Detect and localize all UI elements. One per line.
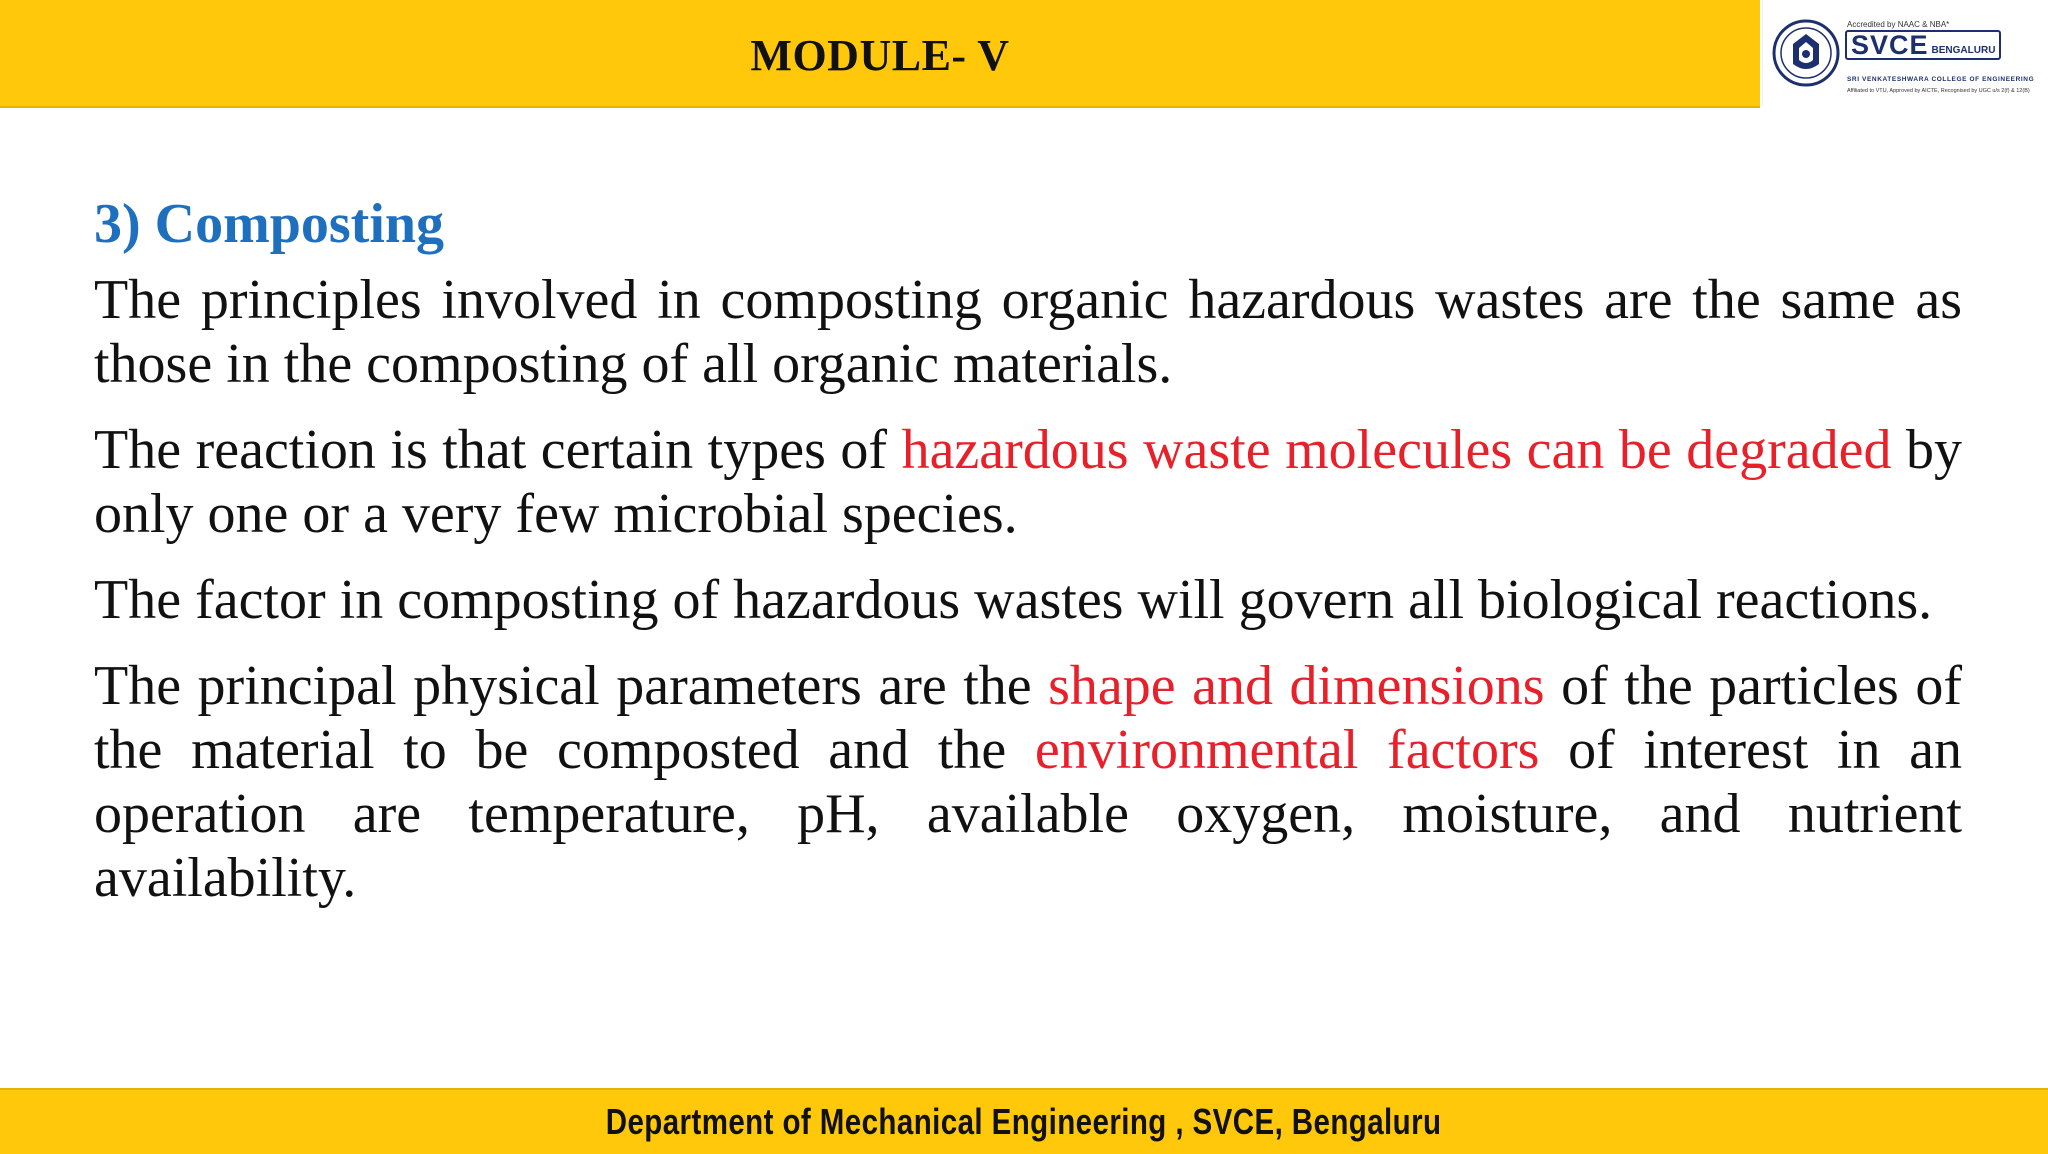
paragraph-reaction-text: The reaction is that certain types of xyxy=(94,419,902,481)
slide-content xyxy=(94,188,1962,932)
paragraph-parameters xyxy=(94,654,1962,910)
parameters-text-1: The principal physical parameters are the xyxy=(94,655,1049,717)
highlight-degraded: hazardous waste molecules can be degraded xyxy=(901,419,1892,481)
college-logo xyxy=(1762,0,2048,106)
highlight-environmental-factors: environmental factors xyxy=(1034,719,1540,781)
paragraph-principles: The principles involved in composting organic hazardous wastes are the same as those in the composting of all organic materials. xyxy=(94,269,1962,395)
header-bar xyxy=(0,0,1760,108)
affiliation-text: Affiliated to VTU, Approved by AICTE, Recognised by UGC u/s 2(f) & 12(B) xyxy=(1847,88,2030,94)
college-seal-icon xyxy=(1771,14,1841,92)
brand-box xyxy=(1845,30,2001,60)
brand-city: BENGALURU xyxy=(1931,45,1996,56)
parameters-text-2: of the particles of the material to be composted and the xyxy=(94,655,1962,781)
brand-name: SVCE xyxy=(1851,30,1929,60)
parameters-text-3: of interest in an operation are temperature, pH, available oxygen, moisture, and nutrient availability. xyxy=(94,719,1963,909)
highlight-shape-dimensions: shape and dimensions xyxy=(1048,655,1545,717)
paragraph-factor: The factor in composting of hazardous wastes will govern all biological reactions. xyxy=(94,569,1933,631)
paragraph-reaction-tail: by only one or a very few microbial species. xyxy=(94,419,1963,545)
college-name: SRI VENKATESHWARA COLLEGE OF ENGINEERING xyxy=(1847,76,2035,83)
accreditation-text: Accredited by NAAC & NBA* xyxy=(1847,20,1950,29)
module-title: MODULE- V xyxy=(750,30,1010,80)
footer-bar xyxy=(0,1088,2048,1154)
paragraph-reaction xyxy=(94,418,1962,546)
section-heading: 3) Composting xyxy=(94,193,445,255)
department-footer: Department of Mechanical Engineering , SVCE, Bengaluru xyxy=(606,1101,1442,1142)
